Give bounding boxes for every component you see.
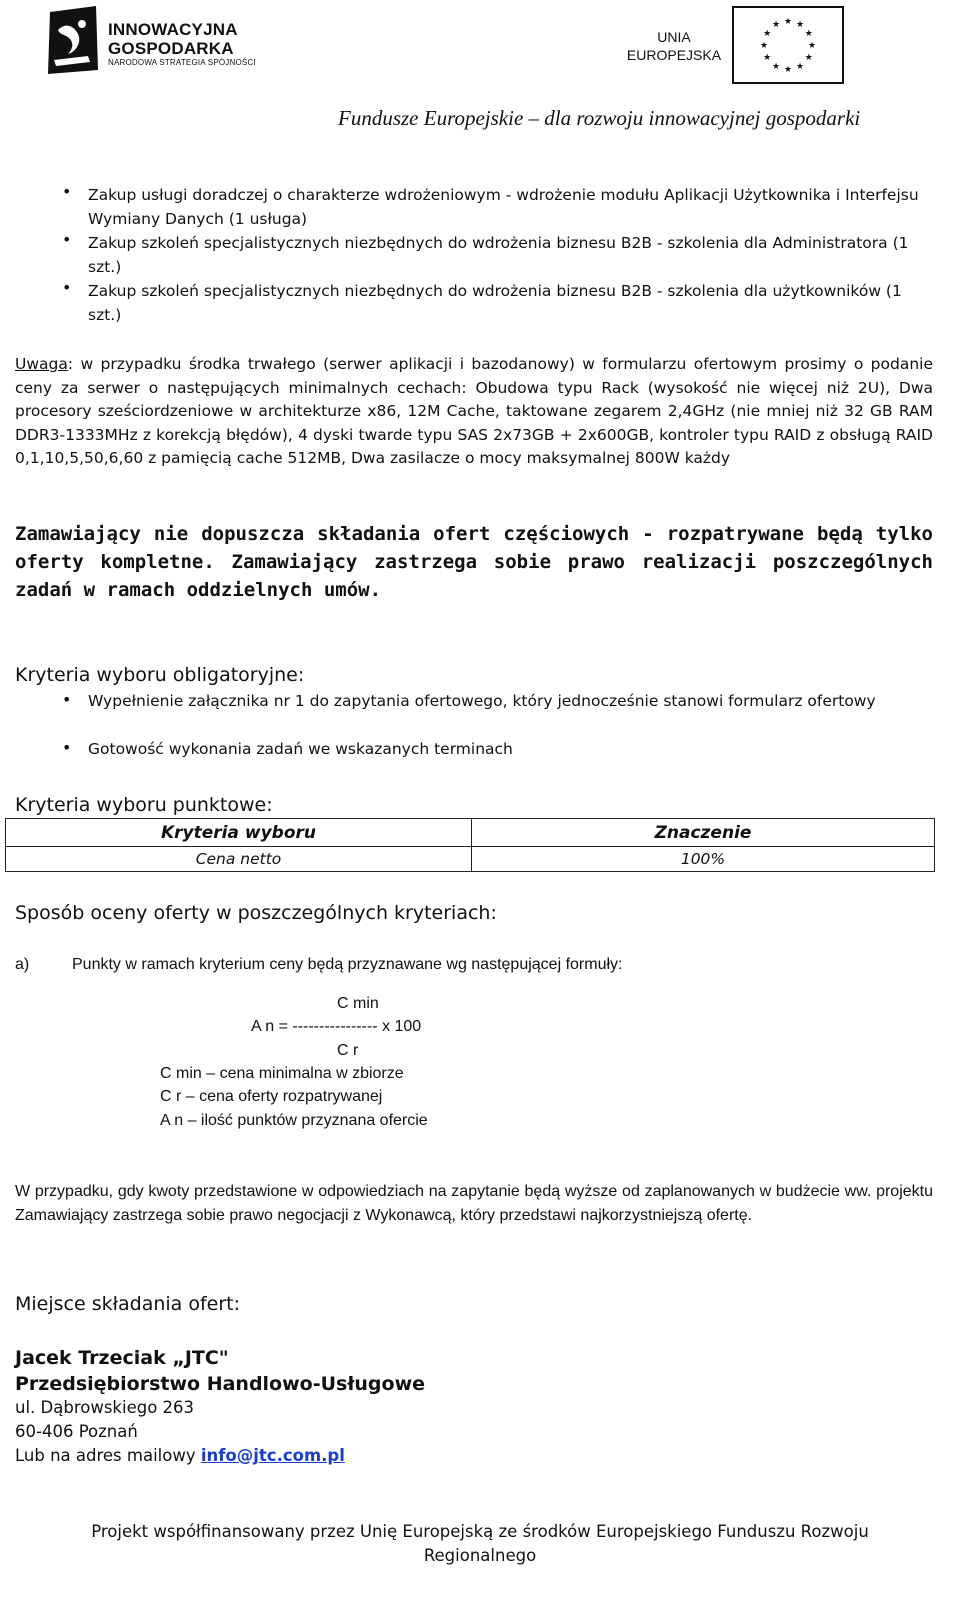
list-item: Wypełnienie załącznika nr 1 do zapytania ofertowego, który jednocześnie stanowi formularz ofertowy [88,692,876,710]
formula-denominator: C r [337,1042,359,1059]
formula-legend-item: C r – cena oferty rozpatrywanej [160,1088,383,1105]
list-item: Gotowość wykonania zadań we wskazanych terminach [88,740,513,758]
logo-title [108,20,238,58]
bullet: • [62,230,72,249]
logo-subtitle: NARODOWA STRATEGIA SPÓJNOŚCI [108,58,256,67]
footer [0,1520,960,1568]
note-paragraph [15,353,933,471]
note-text: : w przypadku środka trwałego (serwer aplikacji i bazodanowy) w formularzu ofertowym prosimy o podanie ceny za serwer o następujących minimalnych cechach: Obudowa typu Rack (wysokość nie więcej niż 2U), Dwa procesory sześciordzeniowe w architekturze x86, 12M Cache, taktowane zegarem 2,4GHz (nie mniej niż 32 GB RAM DDR3-1333MHz z korekcją błędów), 4 dyski twarde typu SAS 2x73GB + 2x600GB, kontroler typu RAID z obsługą RAID 0,1,10,5,50,6,60 z pamięcią cache 512MB, Dwa zasilacze o mocy maksymalnej 800W każdy [15,355,933,467]
negotiation-note: W przypadku, gdy kwoty przedstawione w odpowiedziach na zapytanie będą wyższe od zaplanowanych w budżecie ww. projektu Zamawiający zastrzega sobie prawo negocjacji z Wykonawcą, który przedstawi najkorzystniejszą ofertę. [15,1183,933,1224]
eu-star-icon: ★ [759,41,769,51]
list-item: Zakup usługi doradczej o charakterze wdrożeniowym - wdrożenie modułu Aplikacji Użytkownika i Interfejsu Wymiany Danych (1 usługa) [88,186,919,228]
eu-logo-text-line-1: UNIA [657,29,691,45]
criteria-table [5,818,935,872]
contact-name: Jacek Trzeciak „JTC" [15,1347,229,1369]
logo-title-line-1: INNOWACYJNA [108,20,238,39]
table-row [6,847,935,872]
table-header-cell: Kryteria wyboru [6,819,472,847]
bullet: • [62,738,72,757]
submission-heading: Miejsce składania ofert: [15,1293,241,1315]
bullet: • [62,182,72,201]
eu-star-icon: ★ [783,17,793,27]
evaluation-heading: Sposób oceny oferty w poszczególnych kryteriach: [15,902,497,924]
formula-numerator: C min [337,995,379,1012]
eu-star-icon: ★ [804,53,813,63]
contact-email-line [15,1444,345,1468]
tagline: Fundusze Europejskie – dla rozwoju innowacyjnej gospodarki [338,106,861,130]
eu-star-icon: ★ [795,20,805,31]
table-header-row [6,819,935,847]
eu-star-icon: ★ [807,41,817,51]
eu-logo-text [622,28,726,64]
list-item: Zakup szkoleń specjalistycznych niezbędnych do wdrożenia biznesu B2B - szkolenia dla użytkowników (1 szt.) [88,282,902,324]
eu-flag-icon [732,6,844,84]
eu-star-icon: ★ [771,20,781,31]
mandatory-criteria-heading: Kryteria wyboru obligatoryjne: [15,664,305,686]
formula-legend-item: C min – cena minimalna w zbiorze [160,1065,404,1082]
evaluation-item-text: Punkty w ramach kryterium ceny będą przyznawane wg następującej formuły: [72,956,623,973]
footer-line-2: Regionalnego [423,1546,537,1565]
partial-offers-statement: Zamawiający nie dopuszcza składania ofert częściowych - rozpatrywane będą tylko oferty kompletne. Zamawiający zastrzega sobie prawo realizacji poszczególnych zadań w ramach oddzielnych umów. [15,523,933,601]
bullet: • [62,278,72,297]
list-item: Zakup szkoleń specjalistycznych niezbędnych do wdrożenia biznesu B2B - szkolenia dla Administratora (1 szt.) [88,234,909,276]
bullet: • [62,690,72,709]
point-criteria-heading: Kryteria wyboru punktowe: [15,794,273,816]
eu-logo-text-line-2: EUROPEJSKA [626,47,722,63]
contact-company: Przedsiębiorstwo Handlowo-Usługowe [15,1373,426,1395]
contact-street: ul. Dąbrowskiego 263 [15,1398,195,1417]
note-label: Uwaga [15,355,68,373]
email-prefix: Lub na adres mailowy [15,1446,201,1465]
logo-title-line-2: GOSPODARKA [108,39,234,58]
contact-city: 60-406 Poznań [15,1422,138,1441]
table-header-cell: Znaczenie [472,819,935,847]
formula-line: A n = ---------------- x 100 [251,1018,422,1035]
eu-star-icon: ★ [763,29,772,39]
table-cell: Cena netto [6,847,472,872]
table-cell: 100% [472,847,935,872]
eu-star-icon: ★ [763,53,772,63]
formula-legend-item: A n – ilość punktów przyznana ofercie [160,1112,428,1129]
eu-star-icon: ★ [804,29,813,39]
eu-star-icon: ★ [783,65,793,75]
email-link[interactable]: info@jtc.com.pl [200,1446,345,1465]
evaluation-item-marker: a) [15,956,30,973]
eu-star-icon: ★ [795,61,805,72]
footer-line-1: Projekt współfinansowany przez Unię Europejską ze środków Europejskiego Funduszu Rozwoju [91,1522,869,1541]
eu-star-icon: ★ [771,61,781,72]
